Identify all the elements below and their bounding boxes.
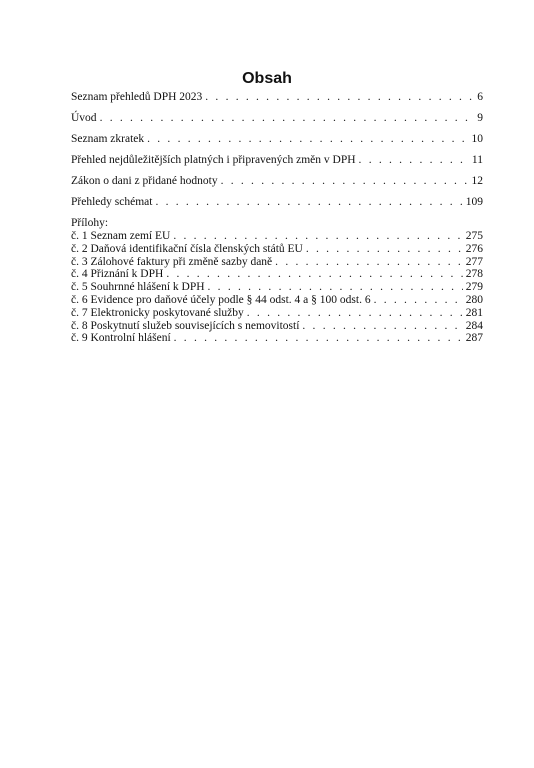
toc-entry-page: 109 — [465, 196, 483, 208]
toc-entry[interactable] — [71, 133, 483, 146]
dot-leader — [166, 268, 462, 281]
attachment-entry-label: č. 5 Souhrnné hlášení k DPH — [71, 281, 205, 294]
attachment-entry-label: č. 7 Elektronicky poskytované služby — [71, 306, 244, 319]
dot-leader — [100, 112, 475, 125]
attachments-heading: Přílohy: — [71, 217, 109, 229]
toc-entry-label: Přehledy schémat — [71, 196, 153, 208]
attachment-entry[interactable] — [71, 268, 483, 281]
toc-entry-page: 12 — [471, 175, 483, 187]
attachment-entry[interactable] — [71, 294, 483, 307]
toc-entry-label: Seznam zkratek — [71, 133, 145, 145]
dot-leader — [247, 307, 463, 320]
toc-entry-label: Zákon o dani z přidané hodnoty — [71, 175, 218, 187]
dot-leader — [302, 320, 462, 333]
dot-leader — [306, 243, 463, 256]
dot-leader — [374, 294, 463, 307]
attachment-entry-page: 277 — [465, 255, 483, 268]
attachment-entry[interactable] — [71, 281, 483, 294]
dot-leader — [275, 256, 463, 269]
attachment-entry[interactable] — [71, 230, 483, 243]
attachment-entry[interactable] — [71, 332, 483, 345]
attachment-entry[interactable] — [71, 307, 483, 320]
dot-leader — [221, 175, 469, 188]
attachment-entry-label: č. 6 Evidence pro daňové účely podle § 44 odst. 4 a § 100 odst. 6 — [71, 293, 371, 306]
toc-entry[interactable] — [71, 175, 483, 188]
toc-entry-page: 9 — [477, 112, 483, 124]
attachment-entry-label: č. 3 Zálohové faktury při změně sazby daně — [71, 255, 273, 268]
dot-leader — [359, 154, 469, 167]
dot-leader — [173, 230, 462, 243]
attachment-entry[interactable] — [71, 256, 483, 269]
toc-entry[interactable] — [71, 196, 483, 209]
toc-entry-label: Přehled nejdůležitějších platných i připravených změn v DPH — [71, 154, 356, 166]
attachment-entry-page: 280 — [465, 293, 483, 306]
attachment-entry-label: č. 1 Seznam zemí EU — [71, 230, 171, 242]
dot-leader — [174, 332, 463, 345]
attachment-entry-label: č. 4 Přiznání k DPH — [71, 268, 164, 281]
attachment-entry-label: č. 2 Daňová identifikační čísla členských států EU — [71, 242, 303, 255]
toc-entry-page: 11 — [471, 154, 483, 166]
toc-entry[interactable] — [71, 112, 483, 125]
attachment-entry-label: č. 9 Kontrolní hlášení — [71, 332, 171, 345]
dot-leader — [205, 91, 474, 104]
attachment-entry-page: 287 — [465, 332, 483, 345]
attachment-entry-page: 281 — [465, 306, 483, 319]
toc-entry[interactable] — [71, 91, 483, 104]
dot-leader — [147, 133, 468, 146]
page-title: Obsah — [242, 70, 292, 87]
toc-entry-page: 10 — [471, 133, 483, 145]
attachment-entry[interactable] — [71, 243, 483, 256]
attachment-entry-page: 279 — [465, 281, 483, 294]
toc-entry[interactable] — [71, 154, 483, 167]
dot-leader — [155, 196, 462, 209]
toc-entry-label: Úvod — [71, 112, 97, 124]
attachment-entry-page: 275 — [465, 230, 483, 242]
toc-entry-page: 6 — [477, 91, 483, 103]
table-of-contents — [71, 91, 483, 345]
attachment-entry-page: 278 — [465, 268, 483, 281]
attachment-entry-label: č. 8 Poskytnutí služeb souvisejících s nemovitostí — [71, 319, 300, 332]
toc-entry-label: Seznam přehledů DPH 2023 — [71, 91, 203, 103]
dot-leader — [208, 281, 463, 294]
attachment-entry-page: 276 — [465, 242, 483, 255]
attachment-entry-page: 284 — [465, 319, 483, 332]
attachment-entry[interactable] — [71, 320, 483, 333]
